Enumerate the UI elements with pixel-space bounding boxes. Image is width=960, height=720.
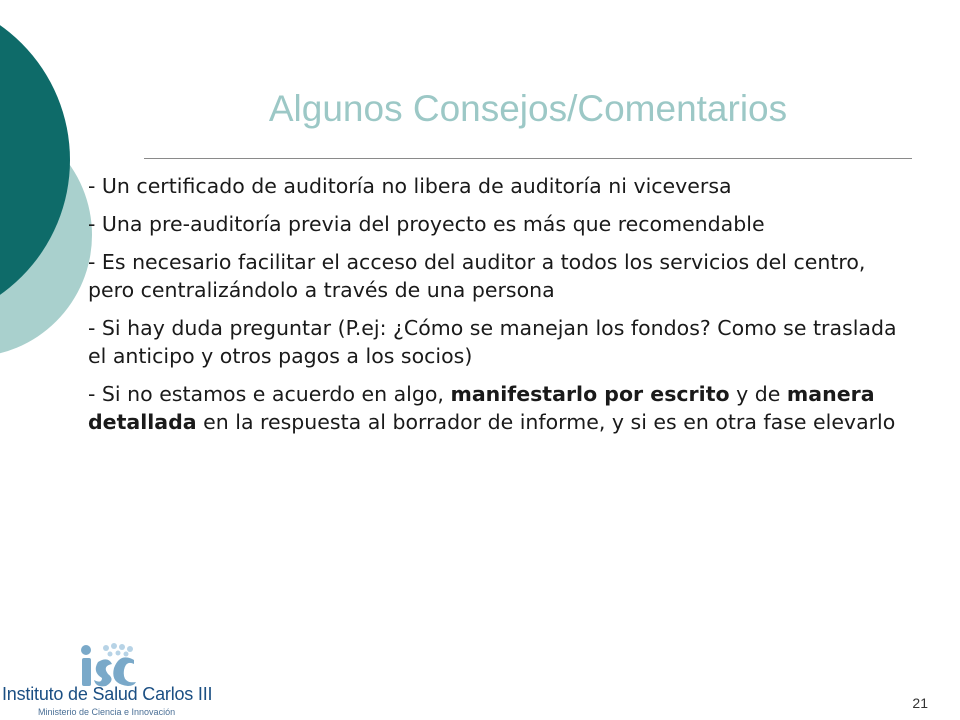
bullet-item — [88, 380, 918, 436]
bullet-text: y de — [729, 382, 787, 406]
logo-institution-name: Instituto de Salud Carlos III — [2, 684, 213, 704]
logo-ministry-name: Ministerio de Ciencia e Innovación — [38, 707, 176, 717]
bullet-text: - Si no estamos e acuerdo en algo, — [88, 382, 451, 406]
isciii-logo-icon — [76, 640, 140, 690]
bullet-item — [88, 248, 918, 304]
bullet-text: - Si hay duda preguntar (P.ej: ¿Cómo se manejan los fondos? Como se traslada el anticipo y otros pagos a los socios) — [88, 316, 897, 368]
bullet-list — [88, 172, 918, 446]
title-divider — [144, 158, 912, 159]
bullet-text: - Es necesario facilitar el acceso del auditor a todos los servicios del centro, pero centralizándolo a través de una persona — [88, 250, 866, 302]
slide-title: Algunos Consejos/Comentarios — [268, 88, 788, 129]
bullet-item — [88, 172, 918, 200]
bullet-emphasis: manera detallada — [88, 382, 875, 434]
bullet-item — [88, 314, 918, 370]
bullet-text: - Un certificado de auditoría no libera de auditoría ni viceversa — [88, 174, 732, 198]
bullet-text: - Una pre-auditoría previa del proyecto es más que recomendable — [88, 212, 765, 236]
page-number: 21 — [912, 695, 928, 711]
bullet-item — [88, 210, 918, 238]
bullet-emphasis: manifestarlo por escrito — [450, 382, 730, 406]
bullet-text: en la respuesta al borrador de informe, y si es en otra fase elevarlo — [196, 410, 896, 434]
